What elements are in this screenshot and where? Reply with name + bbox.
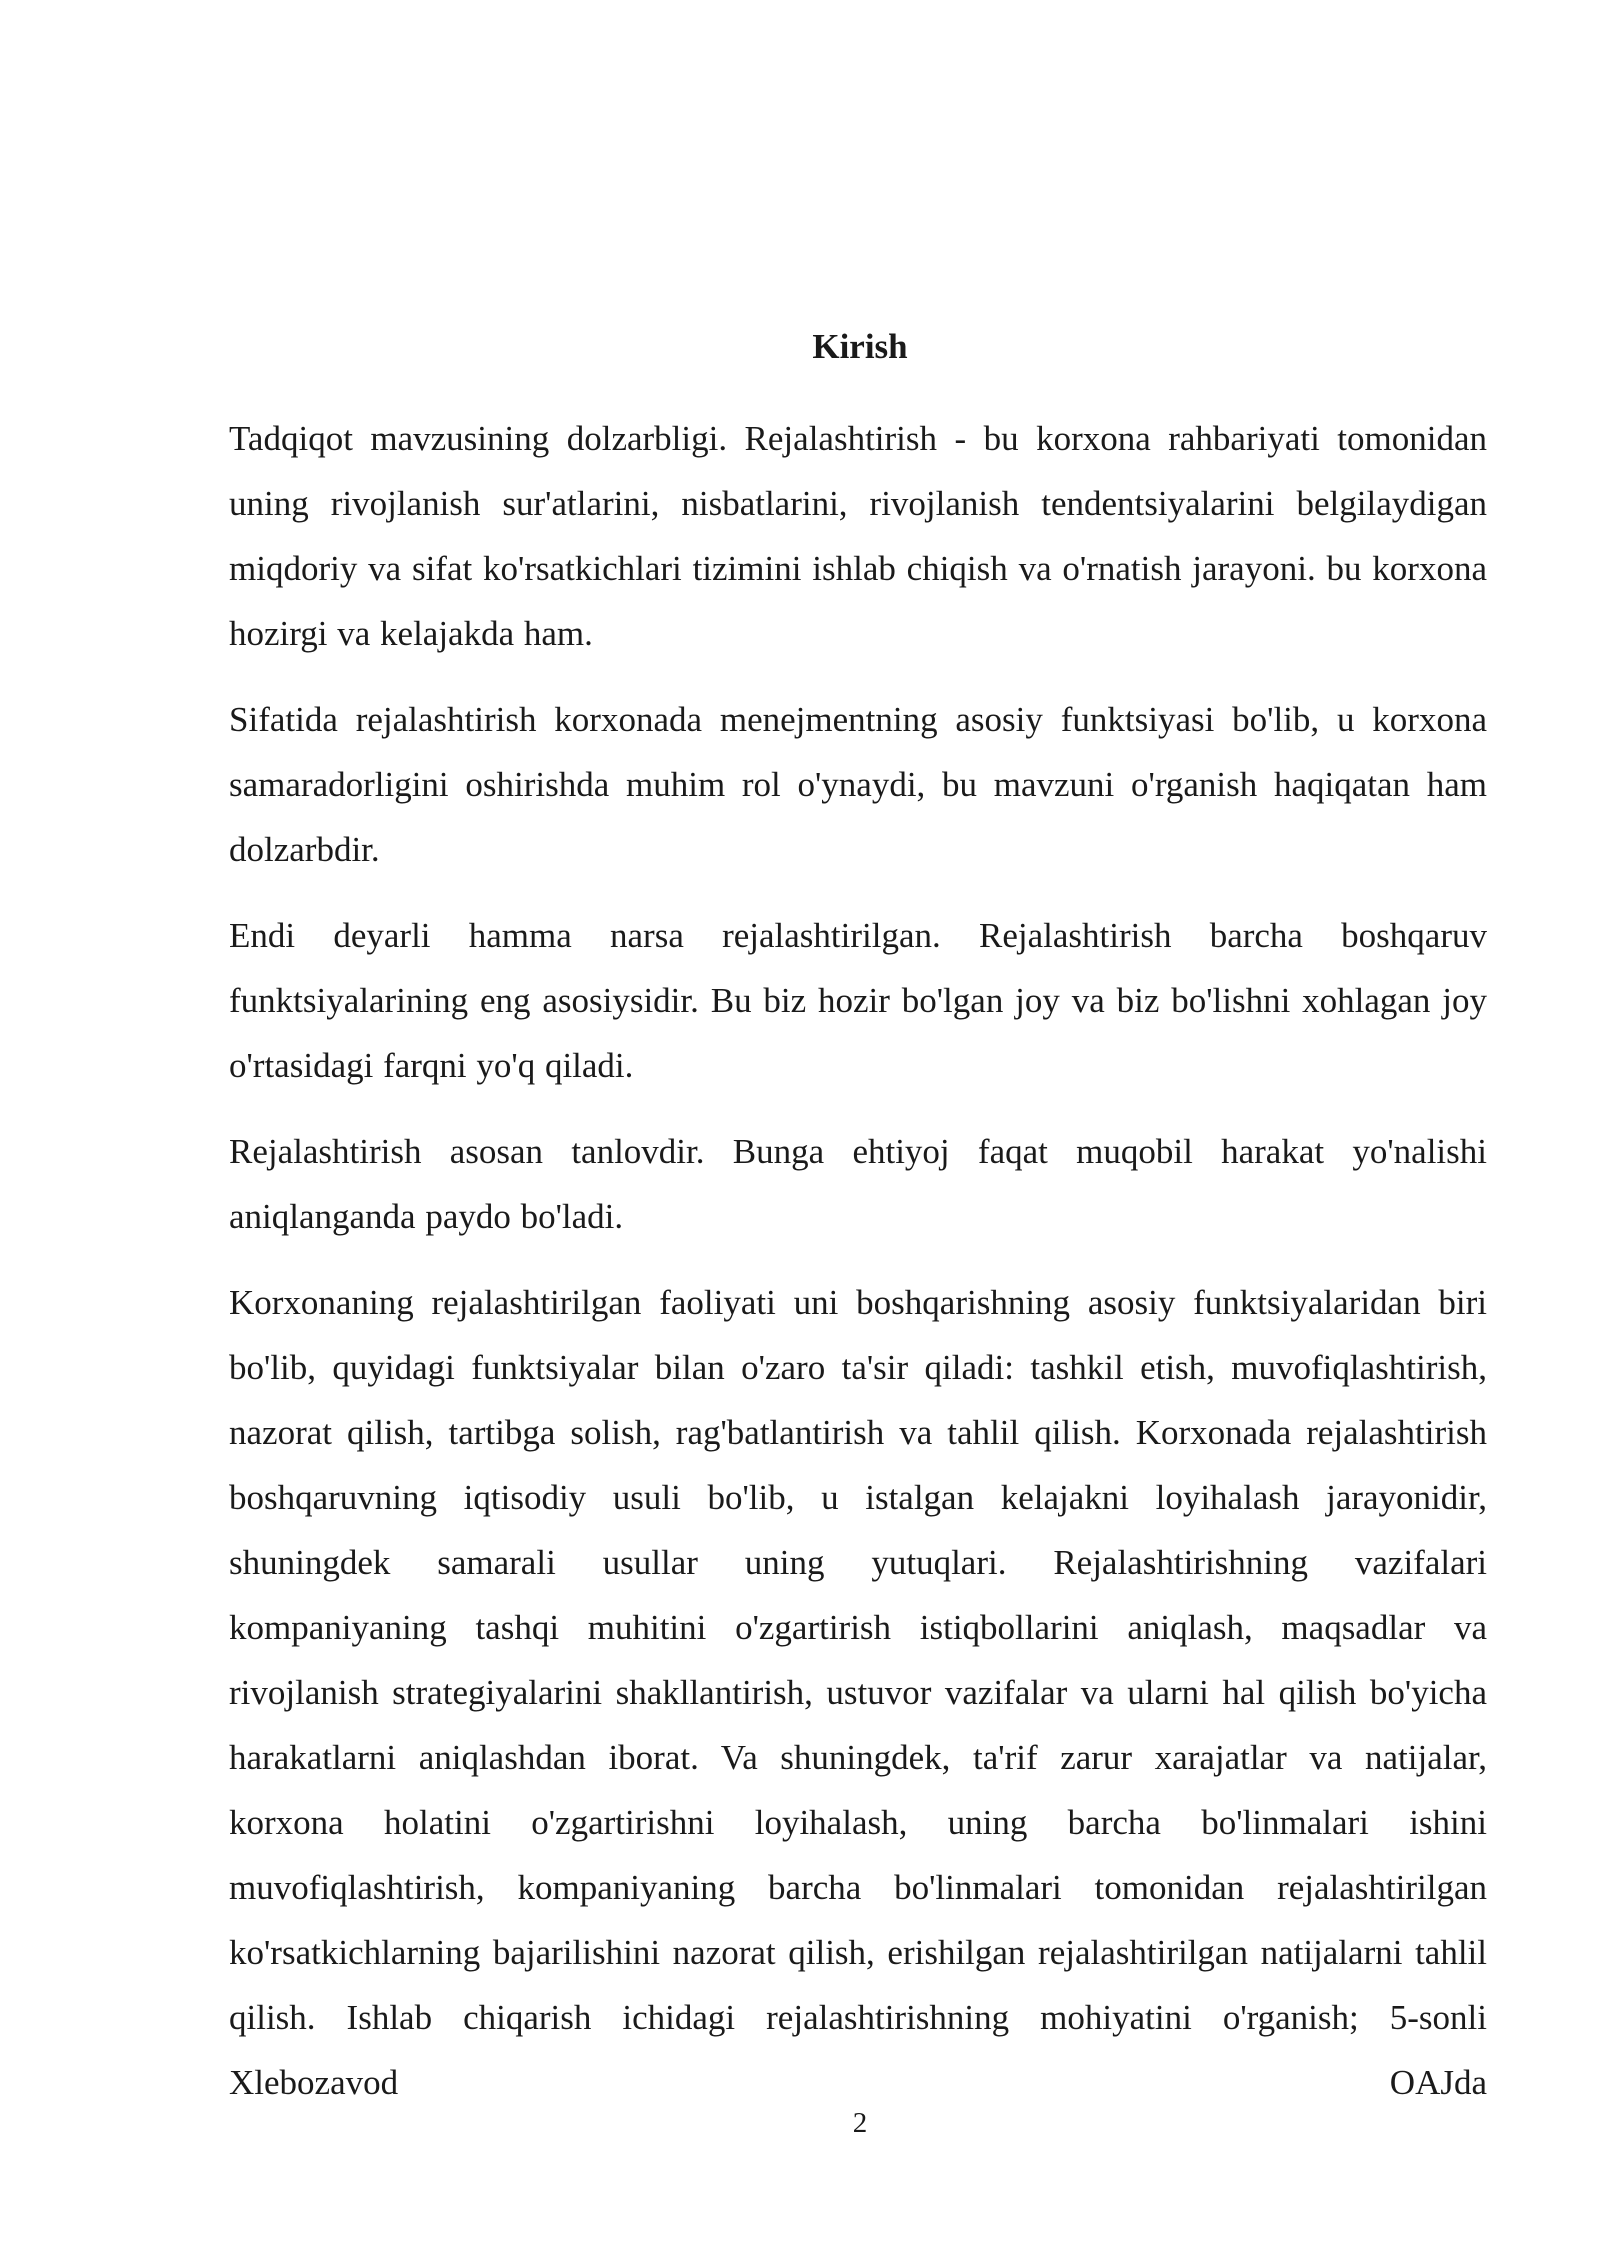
paragraph-planning-activity: Korxonaning rejalashtirilgan faoliyati uni boshqarishning asosiy funktsiyalaridan biri bo'lib, quyidagi funktsiyalar bilan o'zaro ta'sir qiladi: tashkil etish, muvofiqlashtirish, nazorat qilish, tartibga solish, rag'batlantirish va tahlil qilish. Korxonada rejalashtirish boshqaruvning iqtisodiy usuli bo'lib, u istalgan kelajakni loyihalash jarayonidir, shuningdek samarali usullar uning yutuqlari. Rejalashtirishning vazifalari kompaniyaning tashqi muhitini o'zgartirish istiqbollarini aniqlash, maqsadlar va rivojlanish strategiyalarini shakllantirish, ustuvor vazifalar va ularni hal qilish bo'yicha harakatlarni aniqlashdan iborat. Va shuningdek, ta'rif zarur xarajatlar va natijalar, korxona holatini o'zgartirishni loyihalash, uning barcha bo'linmalari ishini muvofiqlashtirish, kompaniyaning barcha bo'linmalari tomonidan rejalashtirilgan ko'rsatkichlarning bajarilishini nazorat qilish, erishilgan rejalashtirilgan natijalarni tahlil qilish. Ishlab chiqarish ichidagi rejalashtirishning mohiyatini o'rganish; 5-sonli Xlebozavod OAJda: [229, 1283, 1487, 2102]
page-title: Kirish: [812, 327, 908, 366]
paragraph-planning-everywhere: Endi deyarli hamma narsa rejalashtirilgan. Rejalashtirish barcha boshqaruv funktsiyalarining eng asosiysidir. Bu biz hozir bo'lgan joy va biz bo'lishni xohlagan joy o'rtasidagi farqni yo'q qiladi.: [229, 916, 1487, 1085]
paragraph-relevance: Tadqiqot mavzusining dolzarbligi. Rejalashtirish - bu korxona rahbariyati tomonidan uning rivojlanish sur'atlarini, nisbatlarini, rivojlanish tendentsiyalarini belgilaydigan miqdoriy va sifat ko'rsatkichlari tizimini ishlab chiqish va o'rnatish jarayoni. bu korxona hozirgi va kelajakda ham.: [229, 419, 1487, 653]
paragraph-management-function: Sifatida rejalashtirish korxonada menejmentning asosiy funktsiyasi bo'lib, u korxona samaradorligini oshirishda muhim rol o'ynaydi, bu mavzuni o'rganish haqiqatan ham dolzarbdir.: [229, 700, 1487, 869]
page-number: 2: [852, 2107, 868, 2139]
paragraph-planning-choice: Rejalashtirish asosan tanlovdir. Bunga ehtiyoj faqat muqobil harakat yo'nalishi aniqlanganda paydo bo'ladi.: [229, 1132, 1487, 1236]
document-body: [229, 406, 1487, 2136]
